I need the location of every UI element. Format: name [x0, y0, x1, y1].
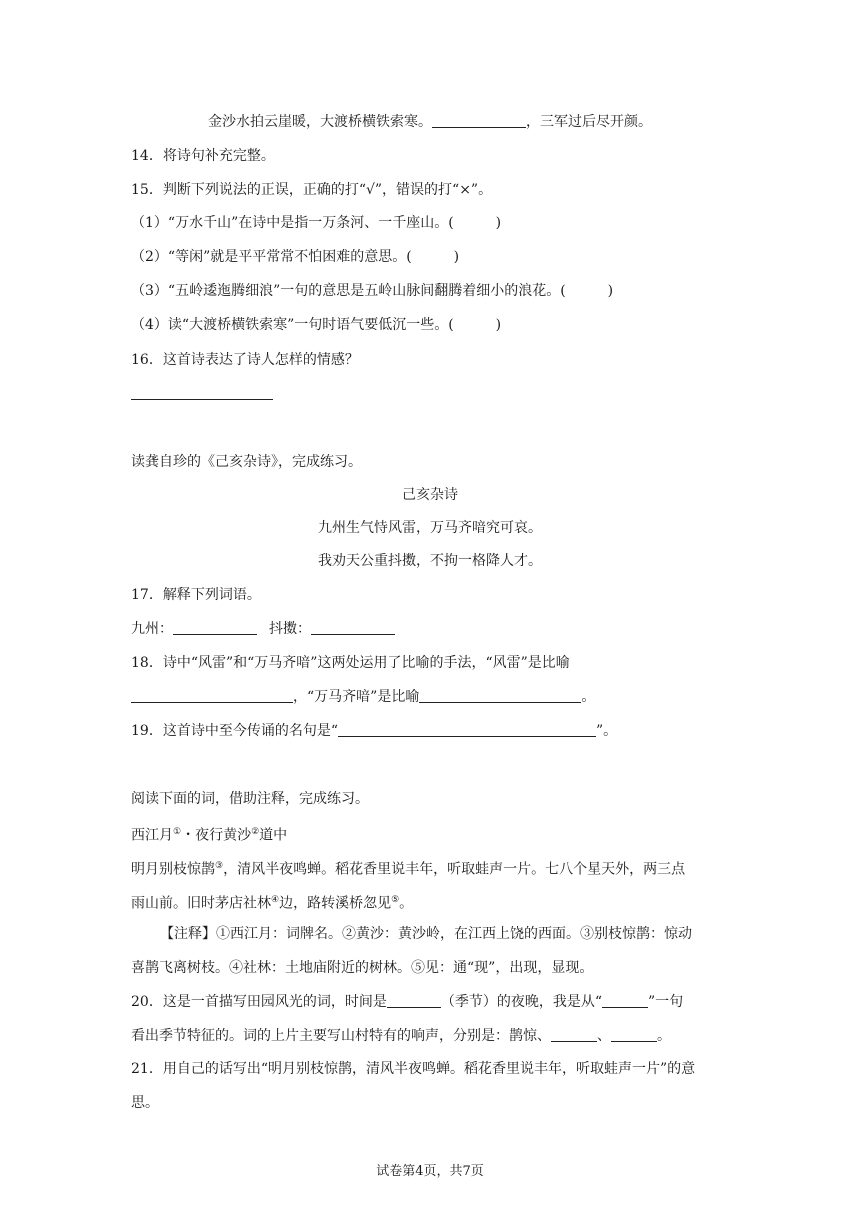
poem-line: [0, 112, 860, 132]
question-text: 、: [597, 1028, 611, 1044]
annotation: 喜鹊飞离树枝。④社林：土地庙附近的树林。⑤见：通“现”，出现，显现。: [131, 960, 594, 976]
poem-text: ，三军过后尽开颜。: [526, 114, 652, 130]
ci-text: 雨山前。旧时茅店社林: [131, 895, 271, 912]
question-21-cont: 思。: [131, 1095, 159, 1111]
ci-line: [131, 890, 413, 914]
poem-title: 己亥杂诗: [402, 487, 458, 503]
ci-text: 边，路转溪桥忽见: [279, 895, 392, 912]
question-15-item: （4）读“大渡桥横铁索寒”一句时语气要低沉一些。( ): [131, 317, 502, 333]
footnote-marker: ②: [251, 827, 260, 837]
footnote-marker: ①: [173, 827, 182, 837]
section-intro: 阅读下面的词，借助注释，完成练习。: [131, 791, 369, 807]
question-text: 看出季节特征的。词的上片主要写山村特有的响声，分别是：鹊惊、: [131, 1028, 551, 1044]
answer-line[interactable]: [131, 384, 273, 404]
section-intro: 读龚自珍的《己亥杂诗》，完成练习。: [131, 454, 362, 470]
question-text: 19．这首诗中至今传诵的名句是“: [131, 723, 338, 739]
question-15-item: （2）“等闲”就是平平常常不怕困难的意思。( ): [131, 249, 460, 265]
ci-title-text: 西江月: [131, 827, 173, 844]
answer-blank[interactable]: [551, 1027, 597, 1042]
answer-blank[interactable]: [611, 1027, 657, 1042]
ci-text: 明月别枝惊鹊: [131, 861, 215, 878]
answer-blank[interactable]: [602, 993, 648, 1008]
term-label: 抖擞：: [269, 621, 311, 637]
answer-blank[interactable]: [311, 620, 395, 635]
footnote-marker: ⑤: [391, 895, 400, 905]
answer-blank[interactable]: [173, 620, 257, 635]
question-20: [131, 992, 683, 1012]
question-text: 20．这是一首描写田园风光的词，时间是: [131, 994, 387, 1010]
answer-blank[interactable]: [419, 688, 581, 703]
question-15-item: （3）“五岭逶迤腾细浪”一句的意思是五岭山脉间翻腾着细小的浪花。( ): [131, 283, 614, 299]
poem-line: 我劝天公重抖擞，不拘一格降人才。: [318, 553, 542, 569]
question-text: 。: [657, 1028, 671, 1044]
question-20-cont: [131, 1026, 671, 1046]
question-21: 21．用自己的话写出“明月别枝惊鹊，清风半夜鸣蝉。稻花香里说丰年，听取蛙声一片”的意: [131, 1061, 696, 1077]
ci-title-text: 道中: [259, 827, 288, 844]
ci-line: [131, 856, 685, 880]
question-19: [131, 721, 617, 741]
question-16: 16．这首诗表达了诗人怎样的情感？: [131, 352, 359, 368]
ci-title-text: ・夜行黄沙: [181, 827, 252, 844]
ci-text: 。: [399, 895, 414, 912]
question-17-terms: [131, 619, 395, 639]
answer-blank[interactable]: [432, 113, 526, 128]
question-18: 18．诗中“风雷”和“万马齐喑”这两处运用了比喻的手法，“风雷”是比喻: [131, 655, 570, 671]
answer-blank[interactable]: [387, 993, 441, 1008]
question-15-item: （1）“万水千山”在诗中是指一万条河、一千座山。( ): [131, 215, 502, 231]
question-14: 14．将诗句补充完整。: [131, 148, 275, 164]
ci-title: [131, 822, 287, 846]
annotation: 【注释】①西江月：词牌名。②黄沙：黄沙岭，在江西上饶的西面。③别枝惊鹊：惊动: [160, 926, 692, 942]
footnote-marker: ④: [271, 895, 280, 905]
ci-text: ，清风半夜鸣蝉。稻花香里说丰年，听取蛙声一片。七八个星天外，两三点: [223, 861, 686, 878]
question-text: 。: [581, 689, 596, 705]
question-18-cont: [131, 687, 595, 707]
answer-blank[interactable]: [131, 385, 273, 400]
question-text: ”一句: [648, 994, 684, 1010]
question-15-stem: 15．判断下列说法的正误，正确的打“√”，错误的打“×”。: [131, 182, 493, 198]
poem-text: 金沙水拍云崖暖，大渡桥横铁索寒。: [208, 114, 432, 130]
footnote-marker: ③: [215, 861, 224, 871]
answer-blank[interactable]: [131, 688, 293, 703]
term-label: 九州：: [131, 621, 173, 637]
question-text: ，“万马齐喑”是比喻: [293, 689, 420, 705]
poem-line: 九州生气恃风雷，万马齐喑究可哀。: [318, 520, 542, 536]
page-footer: 试卷第4页，共7页: [376, 1164, 484, 1179]
answer-blank[interactable]: [338, 722, 596, 737]
question-text: ”。: [595, 723, 618, 739]
question-17: 17．解释下列词语。: [131, 587, 261, 603]
question-text: （季节）的夜晚，我是从“: [440, 994, 602, 1010]
